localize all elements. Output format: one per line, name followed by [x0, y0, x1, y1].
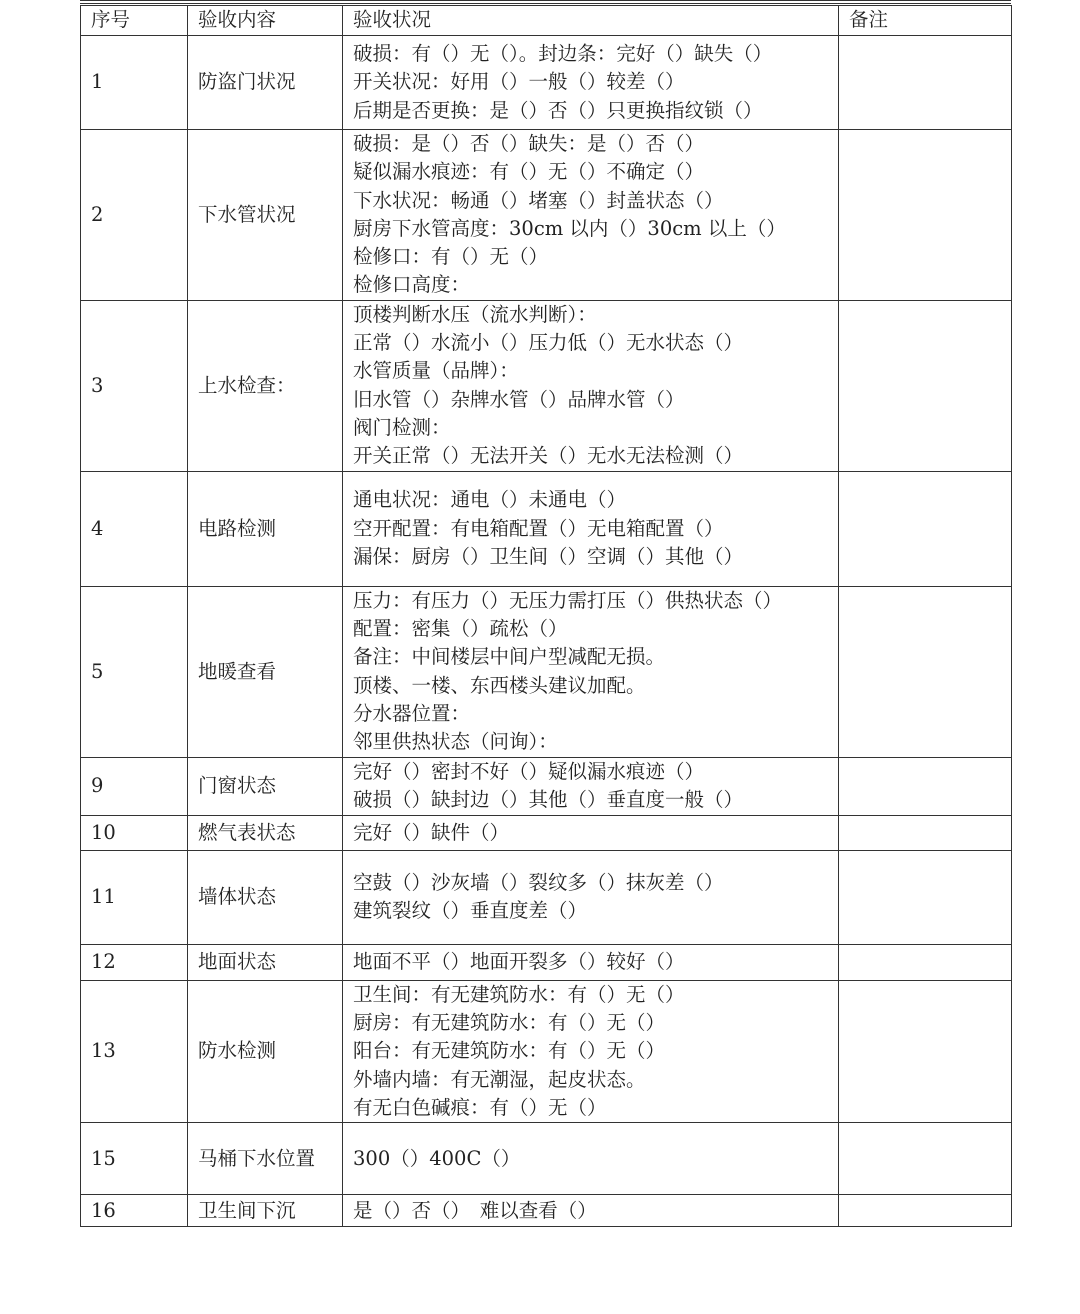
table-row	[81, 130, 1012, 301]
row-seq: 16	[81, 1195, 188, 1227]
table-row	[81, 850, 1012, 944]
condition-line: 破损（）缺封边（）其他（）垂直度一般（）	[353, 788, 744, 812]
row-remark	[839, 1195, 1012, 1227]
table-row	[81, 471, 1012, 586]
row-seq: 10	[81, 815, 188, 850]
condition-line: 邻里供热状态（问询）：	[353, 730, 558, 754]
row-condition	[343, 850, 839, 944]
row-remark	[839, 815, 1012, 850]
row-seq: 3	[81, 300, 188, 471]
row-remark	[839, 300, 1012, 471]
header-seq: 序号	[81, 6, 188, 36]
condition-line: 建筑裂纹（）垂直度差（）	[353, 899, 588, 923]
condition-line: 正常（）水流小（）压力低（）无水状态（）	[353, 331, 744, 355]
condition-line: 是（）否（） 难以查看（）	[353, 1198, 597, 1222]
row-item: 燃气表状态	[188, 815, 343, 850]
row-condition	[343, 471, 839, 586]
condition-line: 厨房：有无建筑防水：有（）无（）	[353, 1011, 666, 1035]
row-remark	[839, 980, 1012, 1122]
row-item: 电路检测	[188, 471, 343, 586]
row-remark	[839, 36, 1012, 130]
row-seq: 11	[81, 850, 188, 944]
condition-line: 水管质量（品牌）：	[353, 359, 519, 383]
row-item: 下水管状况	[188, 130, 343, 301]
condition-line: 旧水管（）杂牌水管（）品牌水管（）	[353, 387, 685, 411]
table-row	[81, 1195, 1012, 1227]
header-row	[81, 6, 1012, 36]
row-condition	[343, 1123, 839, 1195]
row-remark	[839, 471, 1012, 586]
row-condition	[343, 130, 839, 301]
row-seq: 9	[81, 757, 188, 815]
row-remark	[839, 130, 1012, 301]
row-seq: 12	[81, 944, 188, 980]
row-condition	[343, 586, 839, 757]
row-condition	[343, 980, 839, 1122]
condition-line: 卫生间：有无建筑防水：有（）无（）	[353, 982, 685, 1006]
condition-line: 顶楼、一楼、东西楼头建议加配。	[353, 673, 646, 697]
condition-line: 空鼓（）沙灰墙（）裂纹多（）抹灰差（）	[353, 870, 724, 894]
row-seq: 1	[81, 36, 188, 130]
table-row	[81, 980, 1012, 1122]
table-row	[81, 36, 1012, 130]
row-item: 墙体状态	[188, 850, 343, 944]
condition-line: 300（）400C（）	[353, 1146, 521, 1170]
condition-line: 破损：是（）否（）缺失：是（）否（）	[353, 132, 705, 155]
condition-line: 厨房下水管高度：30cm 以内（）30cm 以上（）	[353, 216, 786, 240]
row-condition	[343, 757, 839, 815]
table-row	[81, 944, 1012, 980]
condition-line: 阳台：有无建筑防水：有（）无（）	[353, 1039, 666, 1063]
row-remark	[839, 1123, 1012, 1195]
row-condition	[343, 300, 839, 471]
row-item: 上水检查：	[188, 300, 343, 471]
condition-line: 备注：中间楼层中间户型减配无损。	[353, 645, 666, 669]
row-condition	[343, 815, 839, 850]
row-condition	[343, 1195, 839, 1227]
header-item: 验收内容	[188, 6, 343, 36]
inspection-table	[80, 5, 1012, 1227]
condition-line: 疑似漏水痕迹：有（）无（）不确定（）	[353, 160, 705, 184]
table-row	[81, 586, 1012, 757]
condition-line: 有无白色碱痕：有（）无（）	[353, 1095, 607, 1119]
condition-line: 地面不平（）地面开裂多（）较好（）	[353, 950, 685, 974]
row-seq: 5	[81, 586, 188, 757]
row-seq: 13	[81, 980, 188, 1122]
condition-line: 漏保：厨房（）卫生间（）空调（）其他（）	[353, 544, 744, 568]
row-condition	[343, 36, 839, 130]
row-item: 地暖查看	[188, 586, 343, 757]
row-item: 马桶下水位置	[188, 1123, 343, 1195]
table-top-border	[80, 0, 1011, 4]
condition-line: 检修口高度：	[353, 273, 471, 297]
row-item: 卫生间下沉	[188, 1195, 343, 1227]
condition-line: 顶楼判断水压（流水判断）：	[353, 302, 597, 326]
condition-line: 开关状况：好用（）一般（）较差（）	[353, 70, 685, 94]
table-row	[81, 1123, 1012, 1195]
row-remark	[839, 850, 1012, 944]
condition-line: 完好（）密封不好（）疑似漏水痕迹（）	[353, 759, 705, 783]
condition-line: 压力：有压力（）无压力需打压（）供热状态（）	[353, 588, 783, 612]
condition-line: 开关正常（）无法开关（）无水无法检测（）	[353, 444, 744, 468]
row-seq: 15	[81, 1123, 188, 1195]
row-item: 门窗状态	[188, 757, 343, 815]
row-seq: 4	[81, 471, 188, 586]
condition-line: 配置：密集（）疏松（）	[353, 617, 568, 641]
table-row	[81, 300, 1012, 471]
condition-line: 后期是否更换：是（）否（）只更换指纹锁（）	[353, 98, 763, 122]
row-item: 地面状态	[188, 944, 343, 980]
header-condition: 验收状况	[343, 6, 839, 36]
condition-line: 阀门检测：	[353, 416, 451, 440]
condition-line: 通电状况：通电（）未通电（）	[353, 488, 627, 512]
row-seq: 2	[81, 130, 188, 301]
row-item: 防盗门状况	[188, 36, 343, 130]
condition-line: 下水状况：畅通（）堵塞（）封盖状态（）	[353, 188, 724, 212]
condition-line: 检修口：有（）无（）	[353, 245, 549, 269]
row-condition	[343, 944, 839, 980]
condition-line: 外墙内墙：有无潮湿，起皮状态。	[353, 1067, 646, 1091]
row-item: 防水检测	[188, 980, 343, 1122]
condition-line: 破损：有（）无（）。封边条：完好（）缺失（）	[353, 42, 773, 66]
row-remark	[839, 944, 1012, 980]
row-remark	[839, 757, 1012, 815]
header-remark: 备注	[839, 6, 1012, 36]
row-remark	[839, 586, 1012, 757]
condition-line: 空开配置：有电箱配置（）无电箱配置（）	[353, 516, 724, 540]
condition-line: 完好（）缺件（）	[353, 820, 510, 844]
table-row	[81, 757, 1012, 815]
table-row	[81, 815, 1012, 850]
condition-line: 分水器位置：	[353, 702, 471, 726]
